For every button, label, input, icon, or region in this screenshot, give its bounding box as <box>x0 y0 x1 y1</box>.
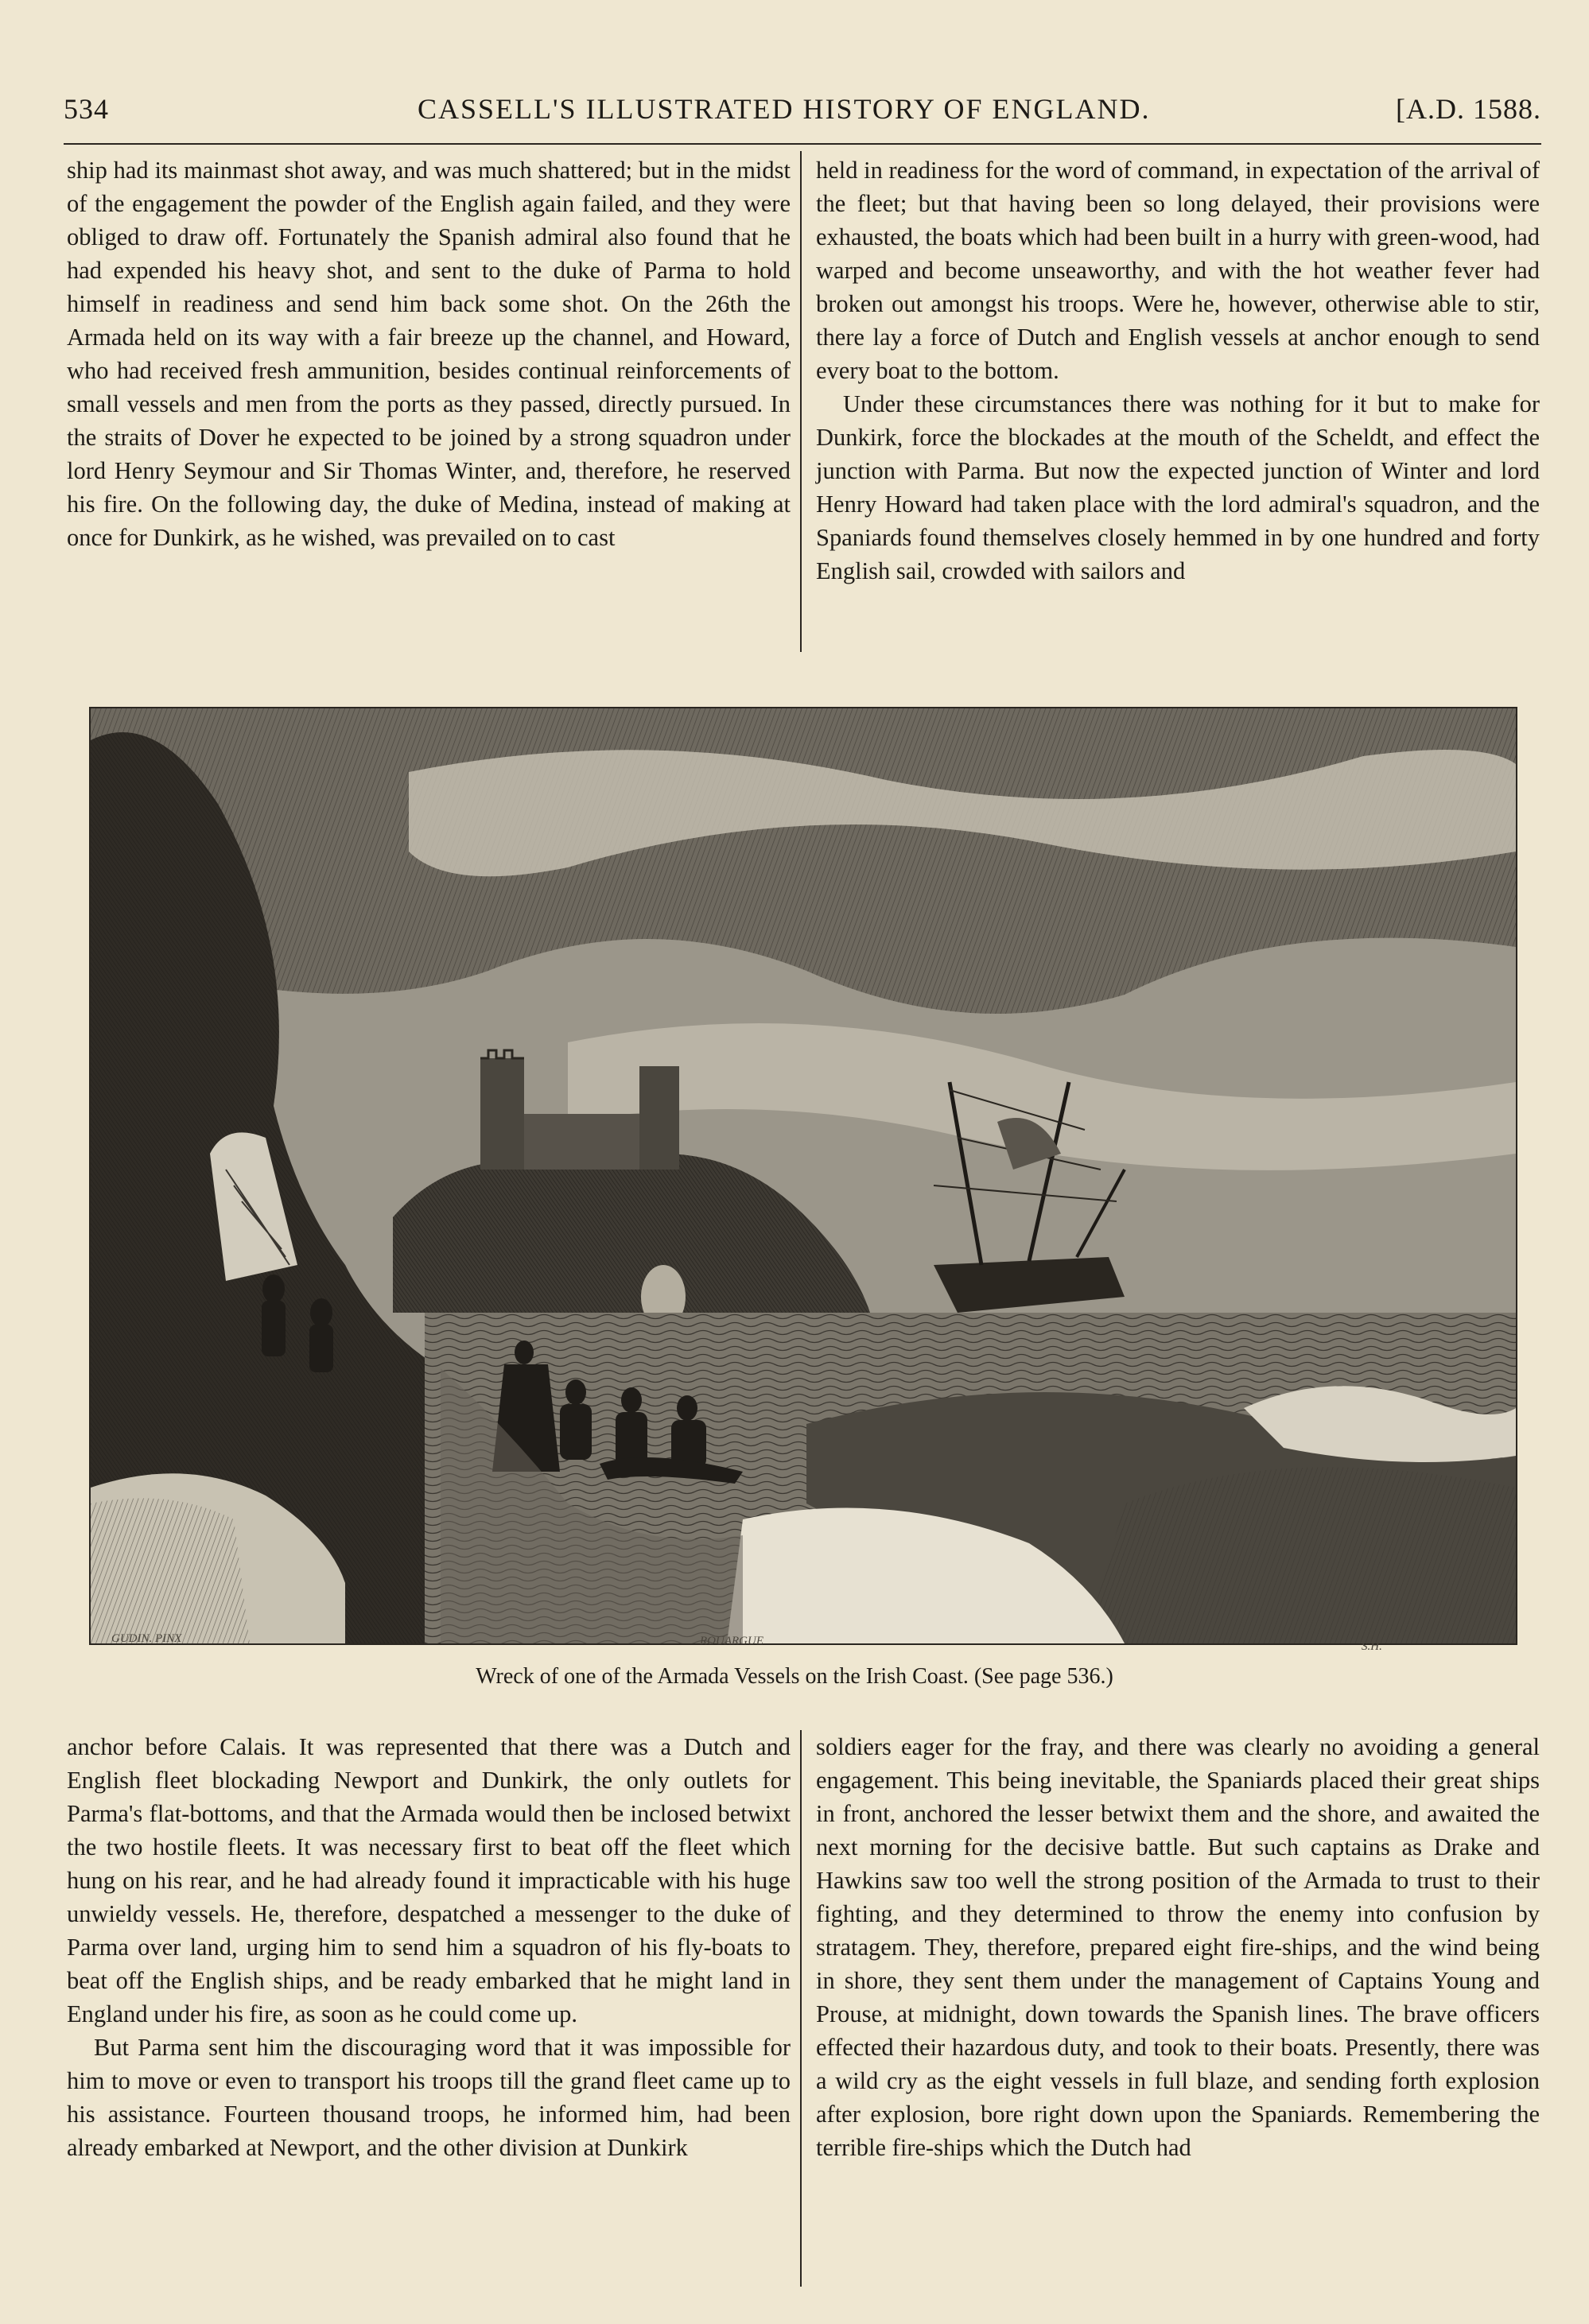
paragraph: ship had its mainmast shot away, and was much shattered; but in the midst of the engagement the powder of the English again failed, and they were obliged to draw off. Fortunately the Spanish admiral also found that he had expended his heavy shot, and sent to the duke of Parma to hold himself in readiness and send him back some shot. On the 26th the Armada held on its way with a fair breeze up the channel, and Howard, who had received fresh ammunition, besides continual reinforcements of small vessels and men from the ports as they passed, directly pursued. In the straits of Dover he expected to be joined by a strong squadron under lord Henry Seymour and Sir Thomas Winter, and, therefore, he reserved his fire. On the following day, the duke of Medina, instead of making at once for Dunkirk, as he wished, was prevailed on to cast <box>67 157 791 551</box>
paragraph: Under these circumstances there was nothing for it but to make for Dunkirk, force the blockades at the mouth of the Scheldt, and effect the junction with Parma. But now the expected junction of Winter and lord Henry Howard had taken place with the lord admiral's squadron, and the Spaniards found themselves closely hemmed in by one hundred and forty English sail, crowded with sailors and <box>816 390 1540 584</box>
page-number: 534 <box>64 93 109 125</box>
running-title: CASSELL'S ILLUSTRATED HISTORY OF ENGLAND. <box>418 93 1151 125</box>
engraving-art <box>91 708 1516 1643</box>
shipwreck-engraving <box>89 707 1517 1645</box>
monogram-signature: S.H. <box>1362 1640 1382 1653</box>
column-bottom-left <box>67 1730 791 2164</box>
illustration-caption: Wreck of one of the Armada Vessels on the Irish Coast. (See page 536.) <box>476 1664 1113 1689</box>
artist-signature: GUDIN. PINX <box>111 1632 182 1645</box>
paragraph: But Parma sent him the discouraging word that it was impossible for him to move or even to transport his troops till the grand fleet came up to his assistance. Fourteen thousand troops, he informed him, had been already embarked at Newport, and the other division at Dunkirk <box>67 2034 791 2161</box>
paragraph: held in readiness for the word of command, in expectation of the arrival of the fleet; but that having been so long delayed, their provisions were exhausted, the boats which had been built in a hurry with green-wood, had warped and become unseaworthy, and with the hot weather fever had broken out amongst his troops. Were he, however, otherwise able to stir, there lay a force of Dutch and English vessels at anchor enough to send every boat to the bottom. <box>816 157 1540 384</box>
engraver-signature: ROUARGUE <box>700 1635 763 1647</box>
column-divider <box>800 1730 802 2287</box>
column-top-left <box>67 153 791 554</box>
column-top-right <box>816 153 1540 588</box>
running-head <box>64 92 1541 127</box>
column-divider <box>800 151 802 652</box>
paragraph: soldiers eager for the fray, and there was clearly no avoiding a general engagement. This being inevitable, the Spaniards placed their great ships in front, anchored the lesser betwixt them and the shore, and awaited the next morning for the decisive battle. But such captains as Drake and Hawkins saw too well the strong position of the Armada to trust to their fighting, and they determined to throw the enemy into confusion by stratagem. They, therefore, prepared eight fire-ships, and the wind being in shore, they sent them under the management of Captains Young and Prouse, at midnight, down towards the Spanish lines. The brave officers effected their hazardous duty, and took to their boats. Presently, there was a wild cry as the eight vessels in full blaze, and sending forth explosion after explosion, bore right down upon the Spaniards. Remembering the terrible fire-ships which the Dutch had <box>816 1733 1540 2161</box>
paragraph: anchor before Calais. It was represented that there was a Dutch and English fleet blockading Newport and Dunkirk, the only outlets for Parma's flat-bottoms, and that the Armada would then be inclosed betwixt the two hostile fleets. It was necessary first to beat off the fleet which hung on his rear, and he had already found it impracticable with his huge unwieldy vessels. He, therefore, despatched a messenger to the duke of Parma over land, urging him to send him a squadron of his fly-boats to beat off the English ships, and be ready embarked that he might land in England under his fire, as soon as he could come up. <box>67 1733 791 2027</box>
date-label: [A.D. 1588. <box>1396 93 1541 125</box>
column-bottom-right <box>816 1730 1540 2164</box>
header-rule <box>64 143 1541 145</box>
